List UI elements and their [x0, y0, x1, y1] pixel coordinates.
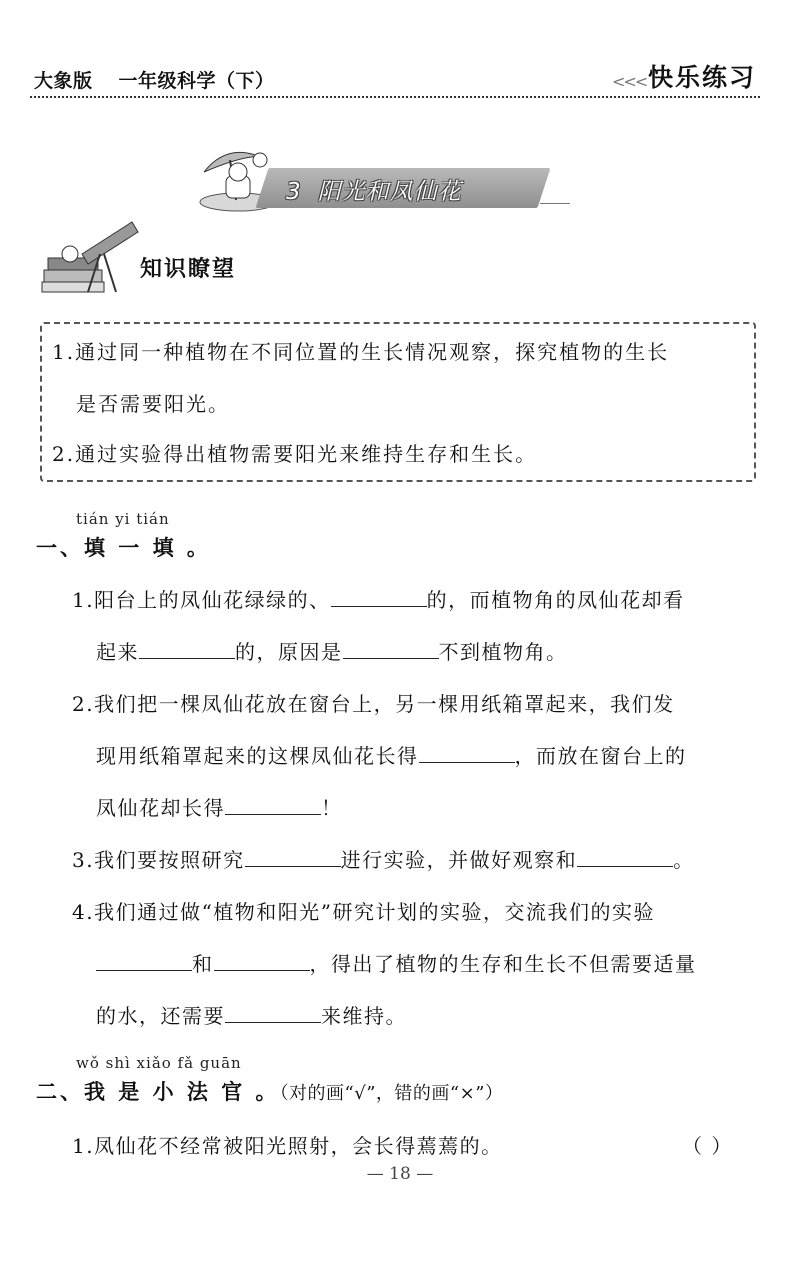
lesson-number: 3 — [286, 179, 302, 205]
question-4-line3: 的水，还需要 来维持。 — [96, 1004, 407, 1028]
knowledge-point-1-cont: 是否需要阳光。 — [76, 392, 230, 416]
section1-title: 一、填 一 填 。 — [36, 535, 211, 560]
question-1-line2: 起来 的，原因是 不到植物角。 — [96, 640, 568, 664]
book-title: 一年级科学（下） — [118, 70, 275, 92]
answer-blank[interactable] — [343, 640, 439, 659]
knowledge-point-1: 1.通过同一种植物在不同位置的生长情况观察，探究植物的生长 — [52, 340, 670, 364]
judge-answer-paren[interactable]: （ ） — [682, 1134, 733, 1158]
chevron-decoration: <<< — [612, 72, 647, 91]
lesson-name: 阳光和凤仙花 — [317, 179, 462, 205]
answer-blank[interactable] — [245, 848, 341, 867]
section1-pinyin: tián yi tián — [76, 510, 170, 528]
answer-blank[interactable] — [214, 952, 310, 971]
answer-blank[interactable] — [139, 640, 235, 659]
question-2-line3: 凤仙花却长得 ！ — [96, 796, 343, 820]
knowledge-point-2: 2.通过实验得出植物需要阳光来维持生存和生长。 — [52, 442, 538, 466]
answer-blank[interactable] — [225, 1004, 321, 1023]
question-4-line2: 和 ，得出了植物的生存和生长不但需要适量 — [96, 948, 697, 977]
section2-pinyin: wǒ shì xiǎo fǎ guān — [76, 1054, 242, 1072]
edition-label: 大象版 — [34, 70, 93, 92]
header-divider — [30, 96, 760, 98]
question-1-line1: 1.阳台上的凤仙花绿绿的、 的，而植物角的凤仙花却看 — [72, 588, 685, 612]
answer-blank[interactable] — [225, 796, 321, 815]
section2-instruction: （对的画“√”，错的画“×”） — [279, 1083, 504, 1104]
page-number: — 18 — — [366, 1164, 434, 1184]
judge-question-1: 1.凤仙花不经常被阳光照射，会长得蔫蔫的。 — [72, 1134, 503, 1158]
telescope-books-icon — [40, 214, 140, 296]
question-3-line1: 3.我们要按照研究 进行实验，并做好观察和 。 — [72, 848, 695, 872]
answer-blank[interactable] — [577, 848, 673, 867]
answer-blank[interactable] — [419, 744, 515, 763]
answer-blank[interactable] — [331, 588, 427, 607]
section2-title: 二、我 是 小 法 官 。（对的画“√”，错的画“×”） — [36, 1079, 504, 1104]
series-title: 快乐练习 — [648, 63, 757, 92]
banner-tail — [540, 203, 570, 204]
question-2-line1: 2.我们把一棵凤仙花放在窗台上，另一棵用纸箱罩起来，我们发 — [72, 692, 675, 716]
answer-blank[interactable] — [96, 952, 192, 971]
question-2-line2: 现用纸箱罩起来的这棵凤仙花长得 ，而放在窗台上的 — [96, 744, 687, 768]
lesson-title — [286, 173, 462, 206]
question-4-line1: 4.我们通过做“植物和阳光”研究计划的实验，交流我们的实验 — [72, 900, 656, 924]
knowledge-title: 知识瞭望 — [140, 257, 237, 282]
book-header — [34, 66, 301, 93]
